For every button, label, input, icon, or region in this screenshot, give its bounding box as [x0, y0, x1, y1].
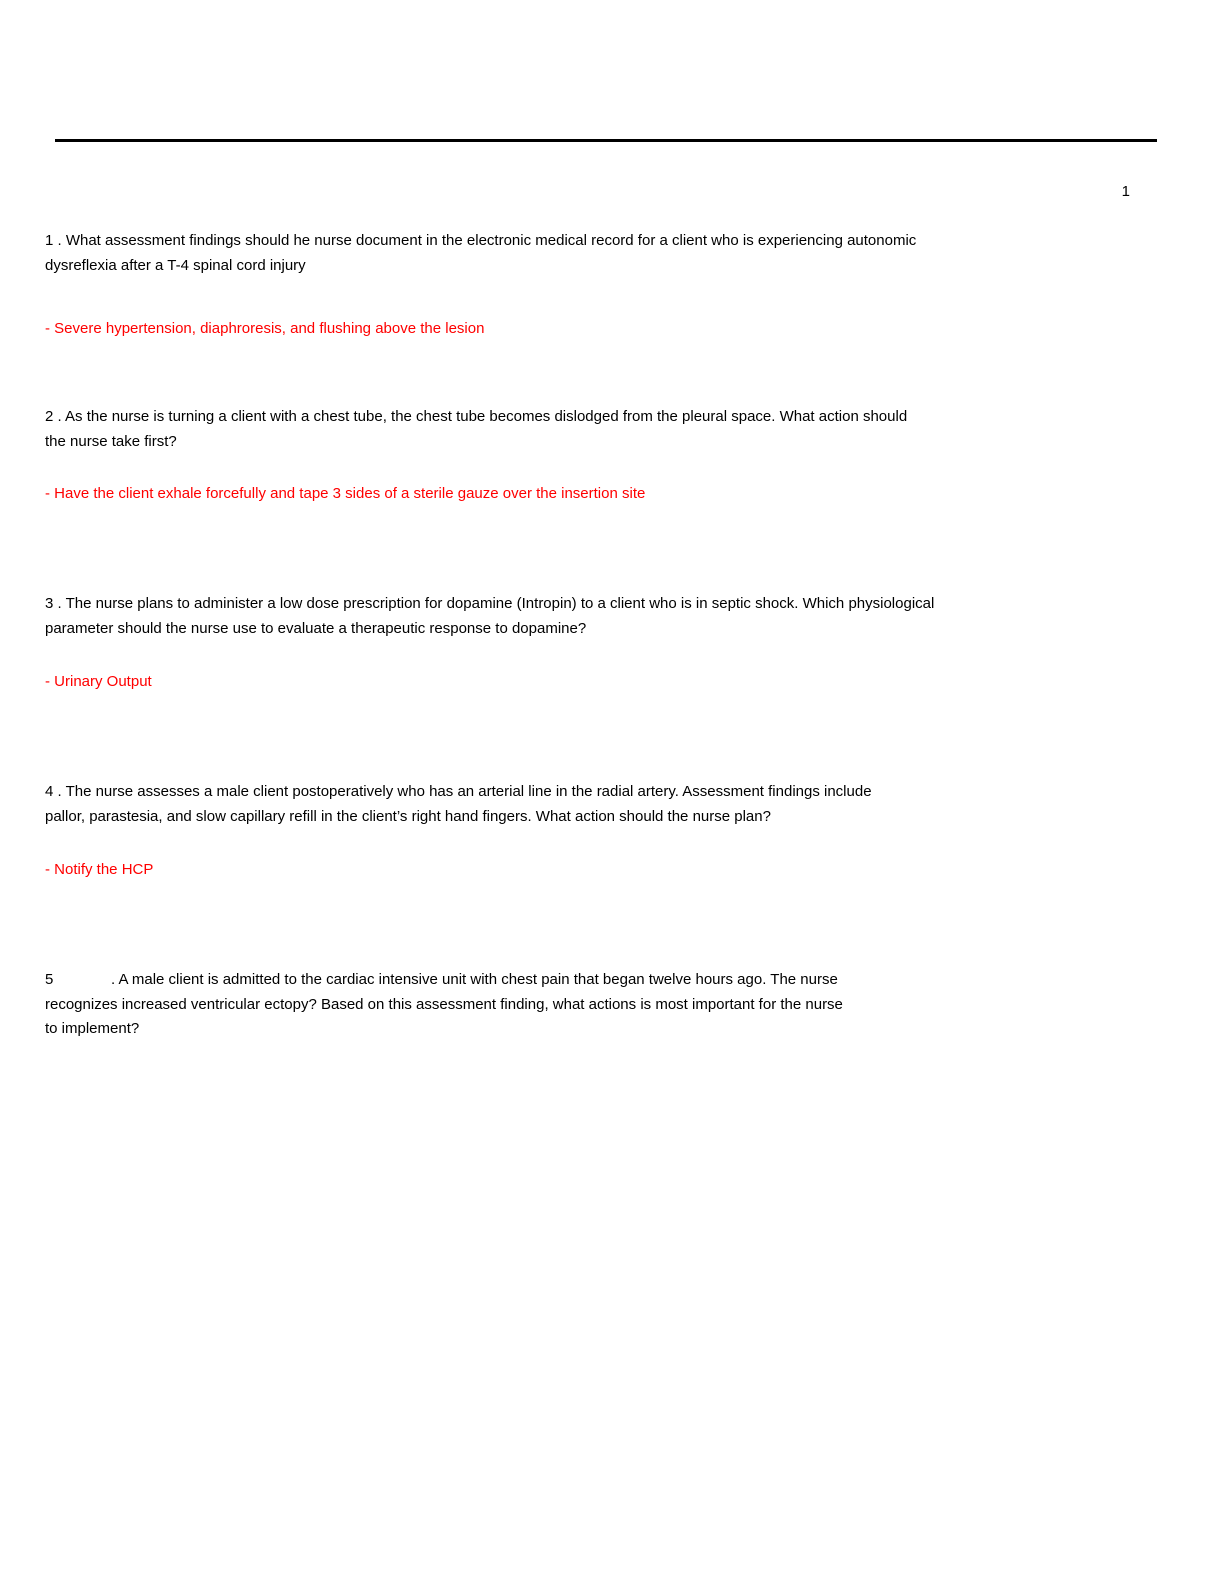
question-1-line-2: dysreflexia after a T-4 spinal cord injury [45, 256, 306, 274]
question-4-line-2: pallor, parastesia, and slow capillary refill in the client’s right hand fingers. What action should the nurse plan? [45, 807, 771, 825]
answer-1: - Severe hypertension, diaphroresis, and flushing above the lesion [45, 320, 485, 337]
question-4-line-1: 4 . The nurse assesses a male client postoperatively who has an arterial line in the radial artery. Assessment findings include [45, 783, 872, 800]
question-3-line-1: 3 . The nurse plans to administer a low dose prescription for dopamine (Intropin) to a client who is in septic shock. Which physiological [45, 595, 935, 612]
answer-4: - Notify the HCP [45, 861, 154, 878]
question-4 [45, 780, 872, 829]
header-rule [55, 139, 1157, 142]
question-5-number: 5 [45, 971, 54, 988]
question-2-line-2: the nurse take first? [45, 432, 177, 450]
question-1-line-1: 1 . What assessment findings should he nurse document in the electronic medical record for a client who is experiencing autonomic [45, 232, 917, 249]
question-5 [45, 968, 843, 1042]
question-2 [45, 405, 907, 454]
page-number: 1 [1121, 183, 1130, 200]
answer-3: - Urinary Output [45, 673, 152, 690]
question-5-line-1 [45, 968, 843, 993]
question-3 [45, 592, 934, 641]
question-5-line-1-text: . A male client is admitted to the cardiac intensive unit with chest pain that began twelve hours ago. The nurse [111, 971, 838, 988]
question-5-line-2: recognizes increased ventricular ectopy? Based on this assessment finding, what actions is most important for the nurse [45, 995, 843, 1013]
question-2-line-1: 2 . As the nurse is turning a client with a chest tube, the chest tube becomes dislodged from the pleural space. What action should [45, 408, 908, 425]
question-1 [45, 229, 916, 278]
answer-2: - Have the client exhale forcefully and tape 3 sides of a sterile gauze over the insertion site [45, 485, 646, 502]
question-3-line-2: parameter should the nurse use to evaluate a therapeutic response to dopamine? [45, 619, 587, 637]
question-5-line-3: to implement? [45, 1020, 140, 1037]
